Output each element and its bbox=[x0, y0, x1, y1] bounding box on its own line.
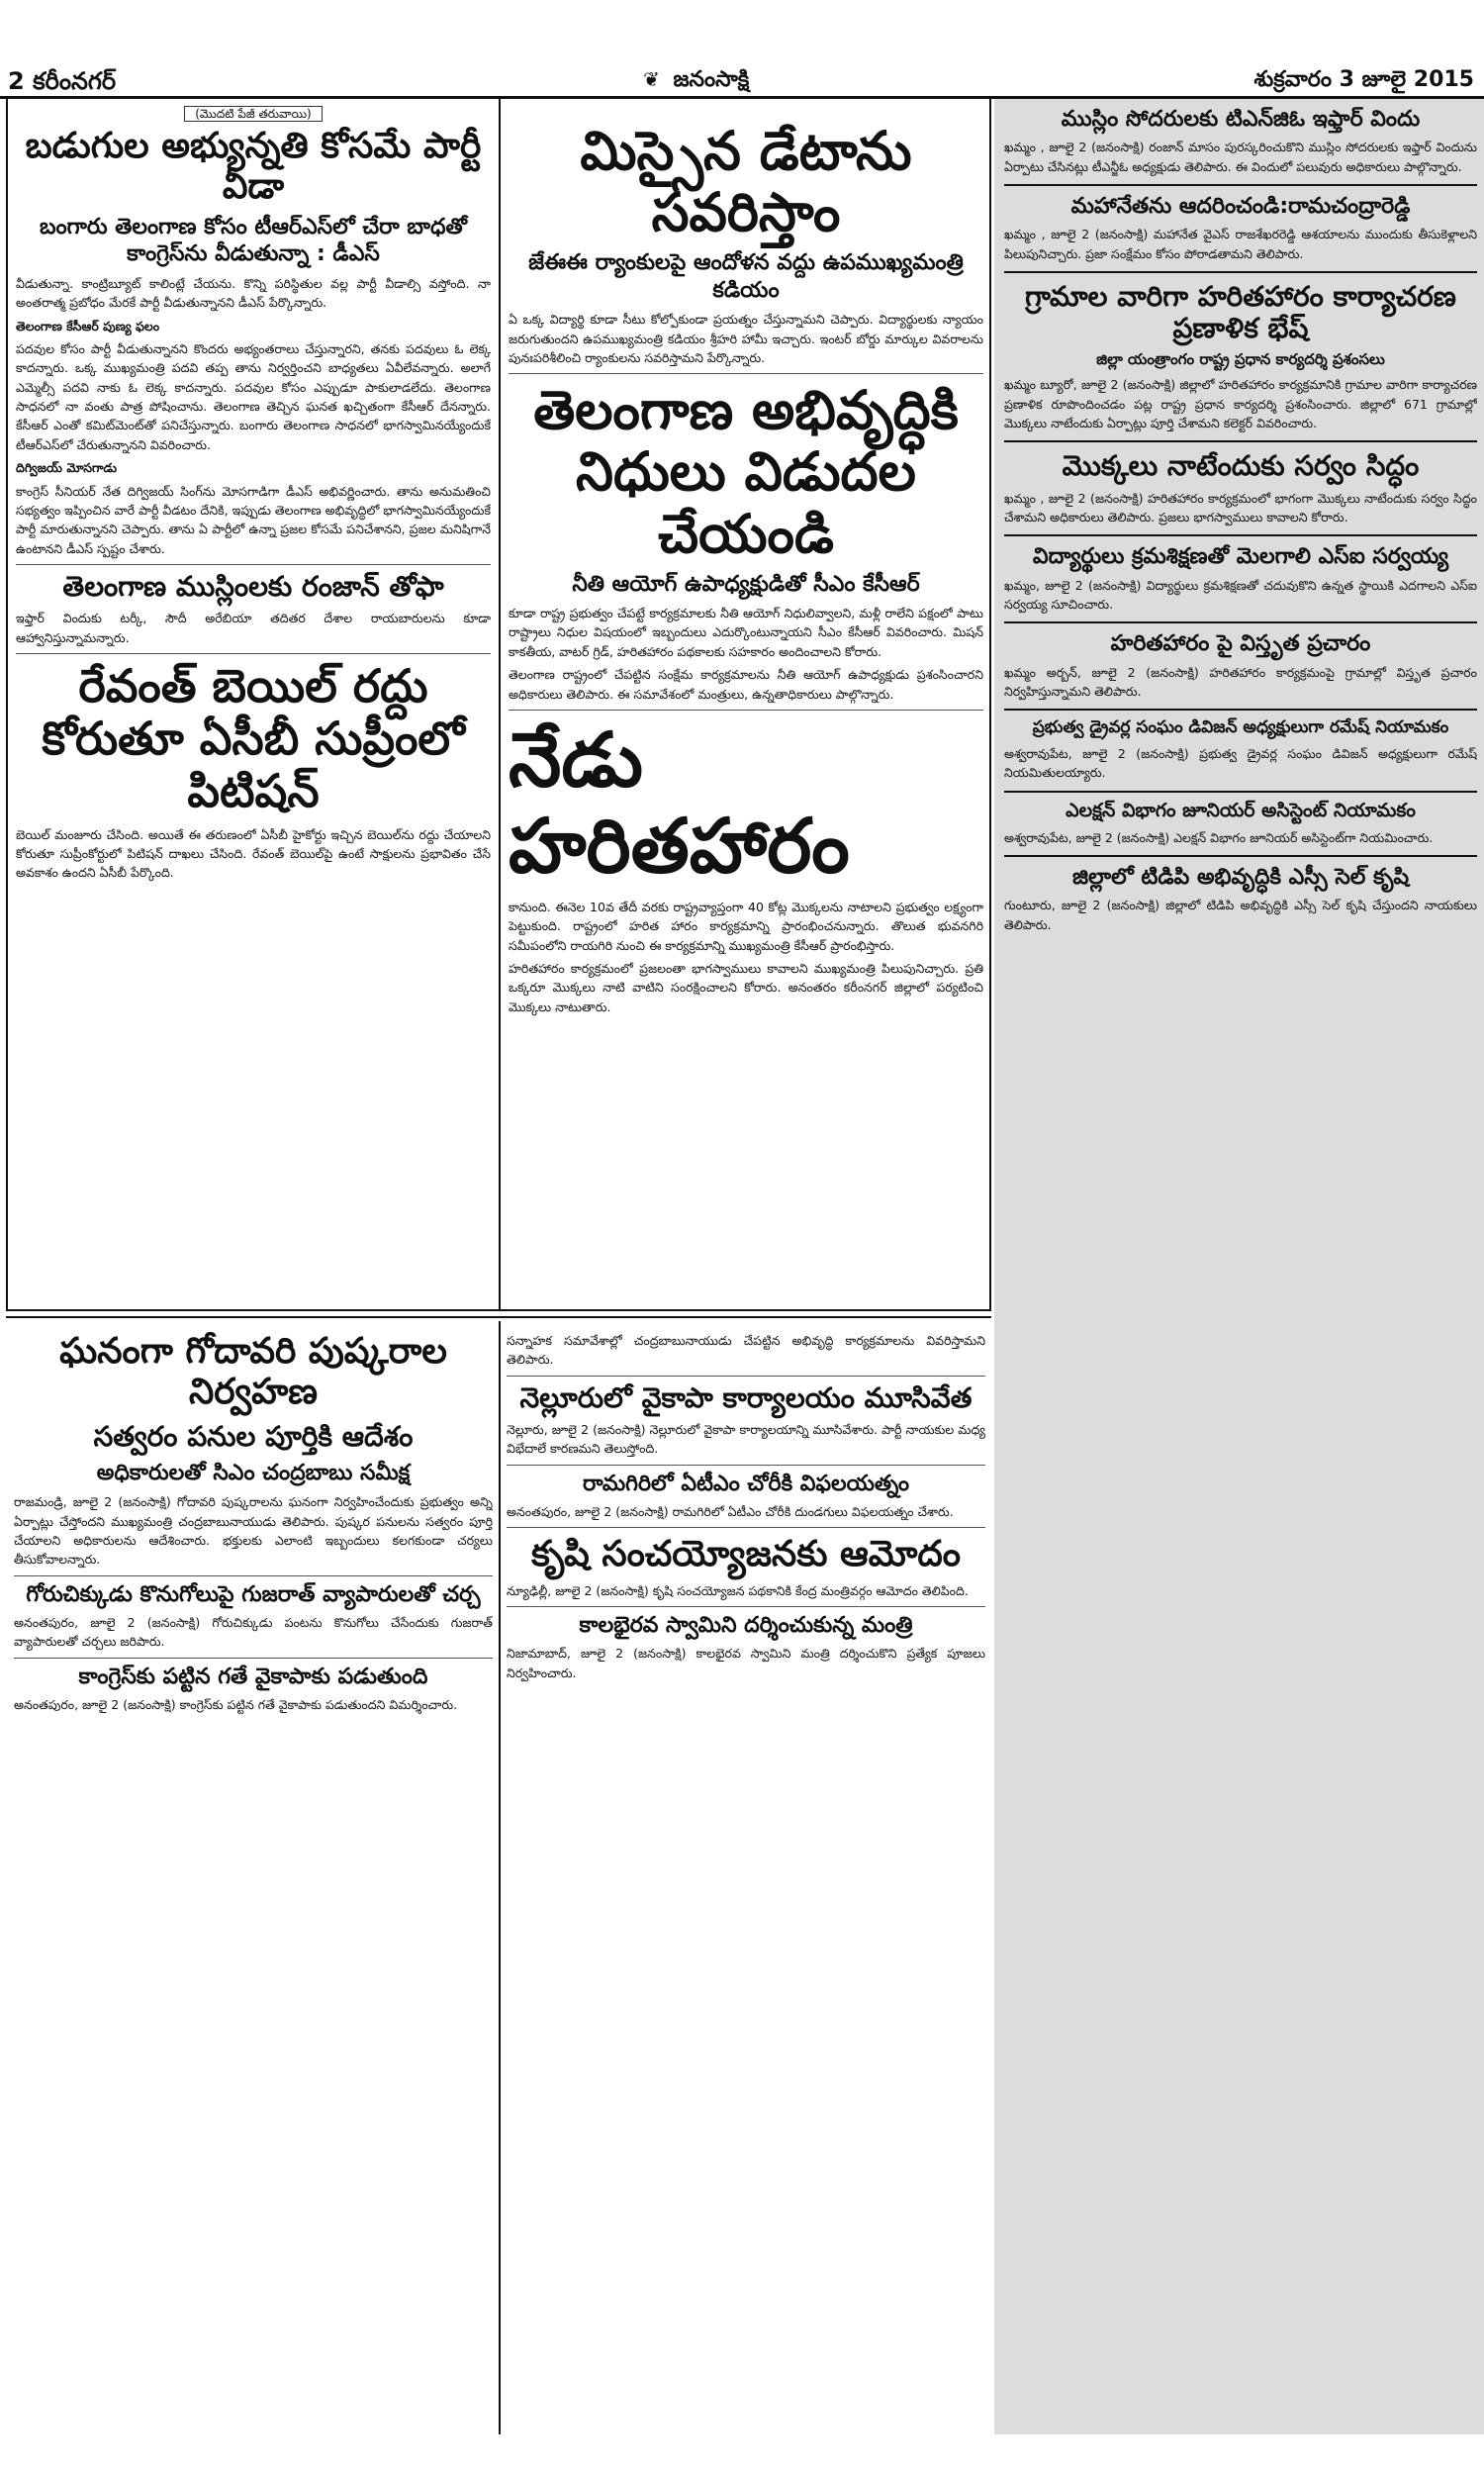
subhead-cm-review: అధికారులతో సిఎం చంద్రబాబు సమీక్ష bbox=[96, 1460, 411, 1485]
article-ramagiri-atm: అనంతపురం, జూలై 2 (జనంసాక్షి) రామగిరిలో ఏటీఎం చోరీకి దుండగులు విఫలయత్నం చేశారు. bbox=[507, 1503, 954, 1519]
article-saplings-ready: ఖమ్మం , జూలై 2 (జనంసాక్షి) హరితహారం కార్యక్రమంలో భాగంగా మొక్కలు నాటేందుకు సర్వం సిద్ధం చేశామని అధికారులు తెలిపారు. ప్రజలు భాగస్వాములు కావాలని కోరారు. bbox=[1004, 490, 1477, 524]
page-header bbox=[0, 0, 1484, 99]
headline-ramagiri-atm: రామగిరిలో ఏటీఎం చోరీకి విఫలయత్నం bbox=[582, 1471, 910, 1496]
headline-mahaneta: మహానేతను ఆదరించండి:రామచంద్రారెడ్డి bbox=[1070, 194, 1411, 220]
article-kalabhairava: నిజామాబాద్, జూలై 2 (జనంసాక్షి) కాలభైరవ స్వామిని మంత్రి దర్శించుకొని ప్రత్యేక పూజలు నిర్వహించారు. bbox=[507, 1646, 985, 1680]
page-number-section bbox=[8, 67, 116, 101]
headline-saplings-ready: మొక్కలు నాటేందుకు సర్వం సిద్ధం bbox=[1062, 449, 1420, 483]
subhead-works-order: సత్వరం పనుల పూర్తికి ఆదేశం bbox=[93, 1419, 414, 1453]
article-nellore-office: నెల్లూరు, జూలై 2 (జనంసాక్షి) నెల్లూరులో వైకాపా కార్యాలయాన్ని మూసివేశారు. పార్టీ నాయకుల మధ్య విభేదాలే కారణమని తెలుస్తోంది. bbox=[507, 1421, 985, 1457]
masthead-logo-icon: ❦ bbox=[643, 67, 660, 91]
column-1 bbox=[16, 103, 491, 1305]
headline-election-assistant: ఎలక్షన్ విభాగం జూనియర్ అసిస్టెంట్ నియామకం bbox=[1066, 799, 1416, 821]
article-tngo-iftar: ఖమ్మం , జూలై 2 (జనంసాక్షి) రంజాన్ మాసం పురస్కరించుకొని ముస్లిం సోదరులకు ఇఫ్తార్ విందును ఏర్పాటు చేసినట్లు టీఎన్జీఓ అధ్యక్షుడు తెలిపారు. ఈ విందులో పలువురు అధికారులు పాల్గొన్నారు. bbox=[1004, 140, 1477, 174]
headline-missing-data: మిస్సైన డేటాను సవరిస్తాం bbox=[580, 120, 912, 244]
headline-ramzan-gift: తెలంగాణ ముస్లింలకు రంజాన్ తోఫా bbox=[62, 570, 444, 604]
article-continued: సన్నాహక సమావేశాల్లో చంద్రబాబునాయుడు చేపట్టిన అభివృద్ధి కార్యక్రమాలను వివరిస్తామని తెలిపారు. bbox=[507, 1333, 985, 1368]
issue-date: శుక్రవారం 3 జూలై 2015 bbox=[1253, 67, 1474, 92]
article-congress-fate: అనంతపురం, జూలై 2 (జనంసాక్షి) కాంగ్రెస్‌కు పట్టిన గతే వైకాపాకు పడుతుందని విమర్శించారు. bbox=[14, 1697, 458, 1713]
article-election-assistant: అశ్వరావుపేట, జూలై 2 (జనంసాక్షి) ఎలక్షన్ విభాగం జూనియర్ అసిస్టెంట్‌గా నియమించారు. bbox=[1004, 829, 1434, 845]
subhead-telangana-funds: నీతి ఆయోగ్ ఉపాధ్యక్షుడితో సీఎం కేసీఆర్ bbox=[572, 571, 920, 597]
article-telangana-funds: కూడా రాష్ట్ర ప్రభుత్వం చేపట్టే కార్యక్రమాలకు నీతి ఆయోగ్ నిధులివ్వాలని, మళ్లీ రాలేని పక్షంలో పాటు రాష్ట్రాలు నిధుల విషయంలో ఇబ్బందులు ఎదుర్కొంటున్నాయని సీఎం కేసీఆర్ వివరించారు. మిషన్ కాకతీయ, వాటర్ గ్రిడ్, హరితహారం పథకాలకు సహకారం అందించాలని కోరారు. తెలంగాణ రాష్ట్రంలో చేపట్టిన సంక్షేమ కార్యక్రమాలను నీతి ఆయోగ్ ఉపాధ్యక్షుడు ప్రశంసించారని అధికారులు తెలిపారు. ఈ సమావేశంలో మంత్రులు, ఉన్నతాధికారులు పాల్గొన్నారు. bbox=[509, 606, 983, 702]
headline-haritha-haram: నేడు హరితహారం bbox=[509, 714, 850, 891]
article-missing-data: ఏ ఒక్క విద్యార్థి కూడా సీటు కోల్పోకుండా ప్రయత్నం చేస్తున్నామని చెప్పారు. విద్యార్థులకు న్యాయం జరుగుతుందని ఉపముఖ్యమంత్రి కడియం శ్రీహరి హామీ ఇచ్చారు. ఇంటర్ బోర్డు మార్కుల వివరాలను పునఃపరిశీలించి ర్యాంకులను సవరిస్తామని పేర్కొన్నారు. bbox=[509, 312, 983, 365]
article-party-exit: వీడుతున్నా. కాంట్రిబ్యూట్ కాలింట్లే చేయను. కొన్ని పరిస్థితుల వల్ల పార్టీ వీడాల్సి వస్తోంది. నా అంతరాత్మ ప్రబోధం మేరకే పార్టీ వీడుతున్నానని డీఎస్ పేర్కొన్నారు. తెలంగాణ కేసీఆర్ పుణ్య ఫలం పదవుల కోసం పార్టీ వీడుతున్నానని కొందరు అభ్యంతరాలు చేస్తున్నారని, తనకు పదవులు ఓ లెక్క కాదన్నారు. ఒక్క ముఖ్యమంత్రి పదవి తప్ప తాను నిర్వర్తించని బాధ్యతలు ఏవీలేవన్నారు. అలాగే ఎమ్మెల్సీ పదవి నాకు ఓ లెక్క కాదన్నారు. పదవుల కోసం ఎప్పుడూ పాకులాడలేదు. తెలంగాణ సాధనలో నా వంతు పాత్ర పోషించాను. తెలంగాణ తెచ్చిన ఘనత ఖచ్చితంగా కేసీఆర్ దేనన్నారు. కేసీఆర్ ఎంతో కమిట్‌మెంట్‌తో పనిచేస్తున్నారు. బంగారు తెలంగాణ సాధనలో భాగస్వామినయ్యేందుకే టీఆర్‌ఎస్‌లో చేరుతున్నానని వివరించారు. దిగ్విజయ్ మోసగాడు కాంగ్రెస్ సీనియర్ నేత దిగ్విజయ్ సింగ్‌ను మోసగాడిగా డీఎస్ అభివర్ణించారు. తాను అనుమతించి సభ్యత్వం ఇప్పించిన వారే పార్టీ వీడటం దేనికి, ఇప్పుడు తెలంగాణ అభివృద్ధిలో భాగస్వామినయ్యేందుకే పార్టీ మారుతున్నానని చెప్పారు. తాను ఏ పార్టీలో ఉన్నా ప్రజల కోసమే పనిచేశానని, ప్రజల మనిషిగానే ఉంటానని డీఎస్ స్పష్టం చేశారు. bbox=[16, 275, 491, 556]
lower-column-1 bbox=[14, 1331, 493, 2429]
headline-godavari-pushkaralu: ఘనంగా గోదావరి పుష్కరాల నిర్వహణ bbox=[59, 1331, 447, 1413]
continued-tag: (మొదటి పేజీ తరువాయి) bbox=[16, 107, 491, 124]
headline-krishi-sanchay: కృషి సంచయ్యోజనకు ఆమోదం bbox=[530, 1534, 962, 1575]
article-revanth-bail: బెయిల్ మంజూరు చేసింది. అయితే ఈ తరుణంలో ఏసీబీ హైకోర్టు ఇచ్చిన బెయిల్‌ను రద్దు చేయాలని కోరుతూ సుప్రీంకోర్టులో పిటిషన్ దాఖలు చేసింది. రేవంత్ బెయిల్‌పై ఉంటే సాక్షులను ప్రభావితం చేసే అవకాశం ఉందని ఏసీబీ పేర్కొంది. bbox=[16, 826, 491, 881]
page-number: 2 bbox=[8, 67, 25, 95]
lower-column-2 bbox=[507, 1331, 985, 2429]
section-name: కరీంనగర్ bbox=[33, 67, 117, 95]
headline-congress-fate: కాంగ్రెస్‌కు పట్టిన గతే వైకాపాకు పడుతుంది bbox=[78, 1664, 428, 1689]
lower-column-divider bbox=[499, 1321, 501, 2434]
headline-party-exit: బడుగుల అభ్యున్నతి కోసమే పార్టీ వీడా bbox=[25, 126, 482, 208]
article-village-plan: ఖమ్మం బ్యూరో, జూలై 2 (జనంసాక్షి) జిల్లాలో హరితహారం కార్యక్రమానికి గ్రామాల వారిగా కార్యాచరణ ప్రణాళిక రూపొందించడం పట్ల రాష్ట్ర ప్రధాన కార్యదర్శి ప్రశంసించారు. జిల్లాలో 671 గ్రామాల్లో మొక్కలు నాటేందుకు ఏర్పాట్లు పూర్తి చేశామని కలెక్టర్ వివరించారు. bbox=[1004, 377, 1477, 430]
headline-kalabhairava: కాలభైరవ స్వామిని దర్శించుకున్న మంత్రి bbox=[579, 1613, 913, 1639]
column-divider bbox=[499, 99, 501, 1311]
article-wide-campaign: ఖమ్మం అర్బన్, జూలై 2 (జనంసాక్షి) హరితహారం కార్యక్రమంపై గ్రామాల్లో విస్తృత ప్రచారం నిర్వహిస్తున్నామని తెలిపారు. bbox=[1004, 664, 1477, 699]
article-students-discipline: ఖమ్మం, జూలై 2 (జనంసాక్షి) విద్యార్థులు క్రమశిక్షణతో చదువుకొని ఉన్నత స్థాయికి ఎదగాలని ఎస్ఐ సర్వయ్య సూచించారు. bbox=[1004, 577, 1477, 612]
article-drivers-union: అశ్వరావుపేట, జూలై 2 (జనంసాక్షి) ప్రభుత్వ డ్రైవర్ల సంఘం డివిజన్ అధ్యక్షులుగా రమేష్ నియమితులయ్యారు. bbox=[1004, 745, 1477, 781]
article-haritha-haram: కానుంది. ఈనెల 10వ తేదీ వరకు రాష్ట్రవ్యాప్తంగా 40 కోట్ల మొక్కలను నాటాలని ప్రభుత్వం లక్ష్యంగా పెట్టుకుంది. రాష్ట్రంలో హరిత హారం కార్యక్రమాన్ని ప్రారంభించనున్నారు. తొలుత భువనగిరి సమీపంలోని రాయగిరి నుంచి ఈ కార్యక్రమాన్ని ముఖ్యమంత్రి కేసీఆర్ ప్రారంభిస్తారు. హరితహారం కార్యక్రమంలో ప్రజలంతా భాగస్వాములు కావాలని ముఖ్యమంత్రి పిలుపునిచ్చారు. ప్రతి ఒక్కరూ మొక్కలు నాటి వాటిని సంరక్షించాలని కోరారు. అనంతరం కరీంనగర్ జిల్లాలో పర్యటించి మొక్కలు నాటుతారు. bbox=[509, 899, 983, 1014]
article-krishi-sanchay: న్యూఢిల్లీ, జూలై 2 (జనంసాక్షి) కృషి సంచయ్యోజన పథకానికి కేంద్ర మంత్రివర్గం ఆమోదం తెలిపింది. bbox=[507, 1582, 969, 1598]
article-mahaneta: ఖమ్మం , జూలై 2 (జనంసాక్షి) మహానేత వైఎస్ రాజశేఖరరెడ్డి ఆశయాలను ముందుకు తీసుకెళ్లాలని పిలుపునిచ్చారు. ప్రజా సంక్షేమం కోసం పోరాడతామని తెలిపారు. bbox=[1004, 227, 1477, 261]
article-gujarat-traders: అనంతపురం, జూలై 2 (జనంసాక్షి) గోరుచిక్కుడు పంటను కొనుగోలు చేసేందుకు గుజరాత్ వ్యాపారులతో చర్చలు జరిపారు. bbox=[14, 1615, 493, 1650]
headline-drivers-union: ప్రభుత్వ డ్రైవర్ల సంఘం డివిజన్ అధ్యక్షులుగా రమేష్ నియామకం bbox=[1032, 717, 1449, 738]
article-ramzan-gift: ఇఫ్తార్ విందుకు టర్కీ, సౌదీ అరేబియా తదితర దేశాల రాయబారులను కూడా ఆహ్వానిస్తున్నామన్నారు. bbox=[16, 611, 491, 645]
article-tdp-sc-cell: గుంటూరు, జూలై 2 (జనంసాక్షి) జిల్లాలో టిడిపి అభివృద్ధికి ఎస్సీ సెల్ కృషి చేస్తుందని నాయకులు తెలిపారు. bbox=[1004, 898, 1477, 932]
masthead-title: జనంసాక్షి bbox=[673, 67, 750, 92]
article-godavari-pushkaralu: రాజమండ్రి, జూలై 2 (జనంసాక్షి) గోదావరి పుష్కరాలను ఘనంగా నిర్వహించేందుకు ప్రభుత్వం అన్ని ఏర్పాట్లు చేస్తోందని ముఖ్యమంత్రి చంద్రబాబునాయుడు తెలిపారు. పుష్కర పనులను సత్వరం పూర్తి చేయాలని అధికారులను ఆదేశించారు. భక్తులకు ఎలాంటి ఇబ్బందులు కలగకుండా చర్యలు తీసుకోవాలన్నారు. bbox=[14, 1494, 493, 1568]
headline-nellore-office: నెల్లూరులో వైకాపా కార్యాలయం మూసివేత bbox=[519, 1380, 973, 1414]
headline-telangana-funds: తెలంగాణ అభివృద్ధికి నిధులు విడుదల చేయండి bbox=[533, 379, 959, 565]
masthead bbox=[643, 67, 749, 97]
headline-tdp-sc-cell: జిల్లాలో టిడిపి అభివృద్ధికి ఎస్సీ సెల్ కృషి bbox=[1071, 864, 1410, 890]
headline-wide-campaign: హరితహారం పై విస్తృత ప్రచారం bbox=[1110, 631, 1371, 657]
headline-students-discipline: విద్యార్థులు క్రమశిక్షణతో మెలగాలి ఎస్ఐ సర్వయ్య bbox=[1032, 544, 1449, 570]
headline-revanth-bail: రేవంత్ బెయిల్ రద్దు కోరుతూ ఏసీబీ సుప్రీంలో పిటిషన్ bbox=[42, 658, 465, 817]
subhead-party-exit: బంగారు తెలంగాణ కోసం టీఆర్‌ఎస్‌లో చేరా బాధతో కాంగ్రెస్‌ను వీడుతున్నా : డీఎస్ bbox=[40, 214, 467, 267]
subhead-missing-data: జేఈఈ ర్యాంకులపై ఆందోళన వద్దు ఉపముఖ్యమంత్రి కడియం bbox=[528, 250, 964, 303]
column-2 bbox=[509, 107, 983, 1304]
lower-divider bbox=[6, 1316, 991, 1318]
headline-tngo-iftar: ముస్లిం సోదరులకు టిఎన్‌జిఓ ఇఫ్తార్ విందు bbox=[1061, 107, 1421, 132]
headline-gujarat-traders: గోరుచిక్కుడు కొనుగోలుపై గుజరాత్ వ్యాపారులతో చర్చ bbox=[26, 1581, 481, 1607]
headline-village-plan: గ్రామాల వారిగా హరితహారం కార్యాచరణ ప్రణాళిక భేష్ bbox=[1025, 280, 1456, 345]
subhead-village-plan: జిల్లా యంత్రాంగం రాష్ట్ర ప్రధాన కార్యదర్శి ప్రశంసలు bbox=[1096, 350, 1385, 369]
column-3 bbox=[1004, 107, 1477, 2427]
